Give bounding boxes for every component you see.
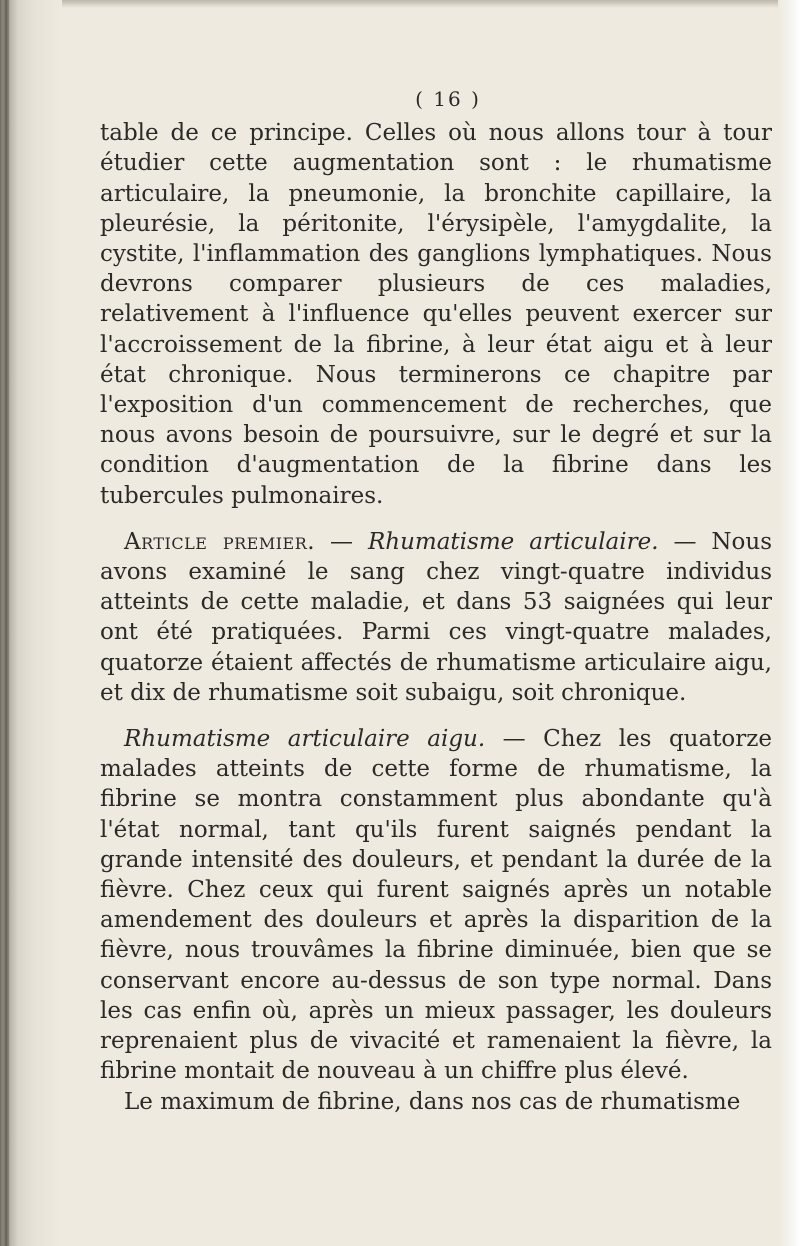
page-top-shadow	[0, 0, 800, 8]
paragraph-gap	[100, 511, 772, 527]
paragraph-2	[100, 527, 772, 708]
page-right-edge	[778, 0, 800, 1246]
paragraph-4: Le maximum de fibrine, dans nos cas de rhumatisme	[124, 1088, 741, 1115]
binding-line	[7, 0, 9, 1246]
section-title: Rhumatisme articulaire.	[367, 528, 659, 555]
paragraph-3	[100, 724, 772, 1086]
subsection-title: Rhumatisme articulaire aigu.	[124, 726, 486, 753]
book-binding	[0, 0, 62, 1246]
heading-dash: —	[315, 528, 368, 555]
paragraph-3-body: — Chez les quatorze malades atteints de cette forme de rhumatisme, la fibrine se montra constamment plus abondante qu'à l'état normal, tant qu'ils furent saignés pendant la grande intensité des douleurs, et pendant la durée de la fièvre. Chez ceux qui furent saignés après un notable amendement des douleurs et après la disparition de la fièvre, nous trouvâmes la fibrine diminuée, bien que se conservant encore au-dessus de son type normal. Dans les cas enfin où, après un mieux passager, les douleurs reprenaient plus de vivacité et ramenaient la fièvre, la fibrine montait de nouveau à un chiffre plus élevé.	[100, 726, 773, 1085]
article-heading: Article premier.	[124, 528, 316, 555]
text-block	[100, 84, 772, 1117]
paragraph-gap	[100, 708, 772, 724]
binding-line	[3, 0, 5, 1246]
page-number: ( 16 )	[415, 87, 481, 111]
paragraph-1: table de ce principe. Celles où nous allons tour à tour étudier cette augmentation sont : le rhumatisme articulaire, la pneumonie, la bronchite capillaire, la pleurésie, la péritonite, l'érysipèle, l'amygdalite, la cystite, l'inflammation des ganglions lymphatiques. Nous devrons comparer plusieurs de ces maladies, relativement à l'influence qu'elles peuvent exercer sur l'accroissement de la fibrine, à leur état aigu et à leur état chronique. Nous terminerons ce chapitre par l'exposition d'un commencement de recherches, que nous avons besoin de poursuivre, sur le degré et sur la condition d'augmentation de la fibrine dans les tubercules pulmonaires.	[100, 120, 772, 509]
paragraph-2-body: — Nous avons examiné le sang chez vingt-quatre individus atteints de cette maladie, et dans 53 saignées qui leur ont été pratiquées. Parmi ces vingt-quatre malades, quatorze étaient affectés de rhumatisme articulaire aigu, et dix de rhumatisme soit subaigu, soit chronique.	[100, 528, 773, 706]
